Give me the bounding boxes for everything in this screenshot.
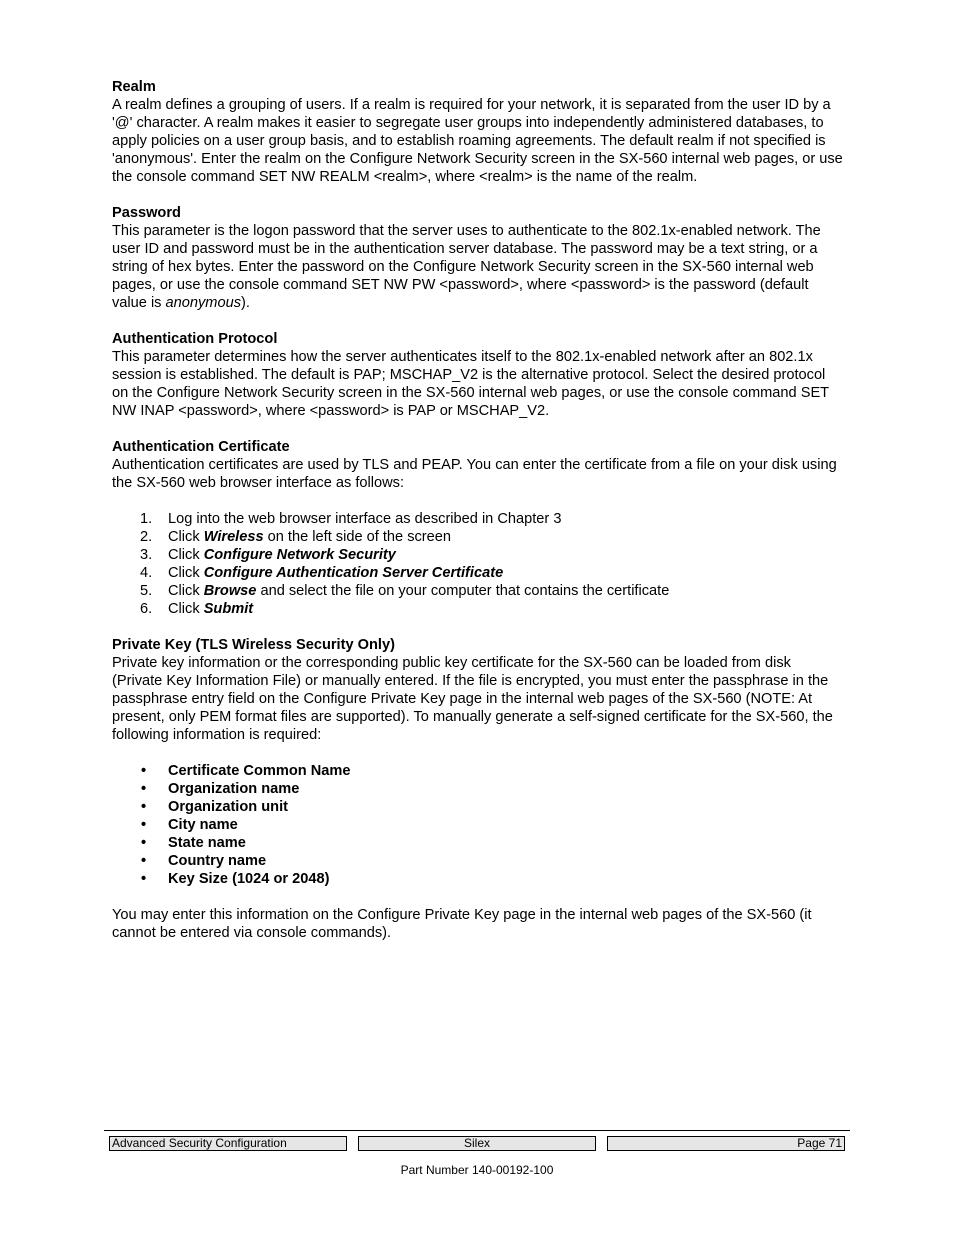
step-text: Click (168, 601, 204, 617)
bullet-icon: • (141, 817, 147, 833)
list-item (112, 510, 844, 528)
bullet-icon: • (141, 871, 147, 887)
bullet-text: State name (168, 835, 246, 851)
bullet-text: Organization name (168, 781, 300, 797)
list-item (112, 834, 844, 852)
private-key-closing: You may enter this information on the Configure Private Key page in the internal web pages of the SX-560 (it cannot be entered via console commands). (112, 907, 812, 941)
step-text: Click (168, 529, 204, 545)
document-body (112, 78, 844, 960)
bullet-icon: • (141, 763, 147, 779)
section-body-auth-protocol: This parameter determines how the server authenticates itself to the 802.1x-enabled network after an 802.1x session is established. The default is PAP; MSCHAP_V2 is the alternative protocol. Select the desired protocol on the Configure Network Security screen in the SX-560 internal web pages, or use the console command SET NW INAP <password>, where <password> is PAP or MSCHAP_V2. (112, 349, 829, 419)
step-emphasis: Browse (203, 583, 257, 599)
password-body-text: This parameter is the logon password that the server uses to authenticate to the 802.1x-enabled network. The user ID and password must be in the authentication server database. The password may be a text string, or a string of hex bytes. Enter the password on the Configure Network Security screen in the SX-560 internal web pages, or use the console command SET NW PW <password>, where <password> is the password (default value is (112, 223, 821, 311)
step-number: 3. (140, 547, 153, 563)
list-item (112, 528, 844, 546)
bullet-text: Country name (168, 853, 267, 869)
section-body-auth-certificate: Authentication certificates are used by TLS and PEAP. You can enter the certificate from a file on your disk using the SX-560 web browser interface as follows: (112, 457, 837, 491)
footer-company: Silex (358, 1136, 596, 1151)
bullet-icon: • (141, 853, 147, 869)
step-text-after: on the left side of the screen (263, 529, 451, 545)
section-title-password: Password (112, 205, 181, 221)
bullet-text: Key Size (1024 or 2048) (168, 871, 330, 887)
bullet-text: Certificate Common Name (168, 763, 351, 779)
bullet-icon: • (141, 835, 147, 851)
section-body-private-key: Private key information or the corresponding public key certificate for the SX-560 can be loaded from disk (Private Key Information File) or manually entered. If the file is encrypted, you must enter the passphrase in the passphrase entry field on the Configure Private Key page in the internal web pages of the SX-560 (NOTE: At present, only PEM format files are supported). To manually generate a self-signed certificate for the SX-560, the following information is required: (112, 655, 833, 743)
bullet-text: Organization unit (168, 799, 288, 815)
section-title-auth-protocol: Authentication Protocol (112, 331, 278, 347)
certificate-steps-list (112, 510, 844, 618)
list-item (112, 564, 844, 582)
bullet-icon: • (141, 799, 147, 815)
list-item (112, 852, 844, 870)
required-info-list (112, 762, 844, 888)
step-text: Click (168, 565, 204, 581)
footer-chapter-title: Advanced Security Configuration (109, 1136, 347, 1151)
step-number: 6. (140, 601, 153, 617)
section-realm (112, 78, 844, 186)
footer-page-number: Page 71 (607, 1136, 845, 1151)
footer-part-number: Part Number 140-00192-100 (400, 1163, 554, 1177)
password-default-value: anonymous (165, 295, 241, 311)
section-private-key (112, 636, 844, 942)
step-number: 4. (140, 565, 153, 581)
step-number: 5. (140, 583, 153, 599)
list-item (112, 798, 844, 816)
password-body-end: ). (241, 295, 250, 311)
list-item (112, 780, 844, 798)
step-number: 2. (140, 529, 153, 545)
step-text-after: and select the file on your computer that contains the certificate (256, 583, 670, 599)
list-item (112, 870, 844, 888)
bullet-text: City name (168, 817, 238, 833)
step-emphasis: Configure Network Security (203, 547, 396, 563)
list-item (112, 582, 844, 600)
section-title-auth-certificate: Authentication Certificate (112, 439, 290, 455)
step-emphasis: Configure Authentication Server Certificate (203, 565, 504, 581)
section-title-realm: Realm (112, 79, 156, 95)
bullet-icon: • (141, 781, 147, 797)
step-text: Click (168, 547, 204, 563)
footer-divider (104, 1130, 850, 1131)
list-item (112, 816, 844, 834)
step-emphasis: Wireless (203, 529, 264, 545)
section-body-password (112, 222, 844, 312)
section-auth-protocol (112, 330, 844, 420)
step-emphasis: Submit (203, 601, 254, 617)
list-item (112, 546, 844, 564)
section-body-realm: A realm defines a grouping of users. If a realm is required for your network, it is separated from the user ID by a '@' character. A realm makes it easier to segregate user groups into independently administered databases, to apply policies on a user group basis, and to establish roaming agreements. The default realm if not specified is 'anonymous'. Enter the realm on the Configure Network Security screen in the SX-560 internal web pages, or use the console command SET NW REALM <realm>, where <realm> is the name of the realm. (112, 97, 843, 185)
list-item (112, 600, 844, 618)
section-title-private-key: Private Key (TLS Wireless Security Only) (112, 637, 395, 653)
step-text: Click (168, 583, 204, 599)
section-auth-certificate (112, 438, 844, 618)
step-number: 1. (140, 511, 153, 527)
section-password (112, 204, 844, 312)
list-item (112, 762, 844, 780)
step-text: Log into the web browser interface as described in Chapter 3 (168, 511, 562, 527)
